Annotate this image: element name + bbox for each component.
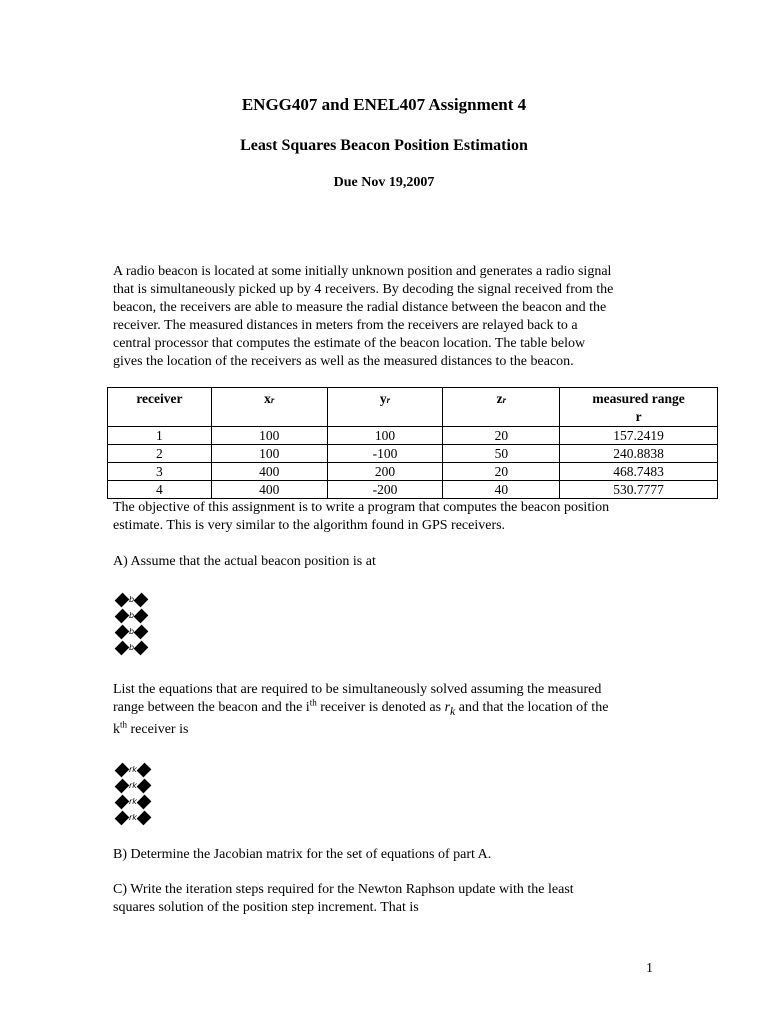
header-x-label: x [264,391,271,406]
table-row [108,427,718,445]
vector-subscript: rk [129,765,137,774]
equation-glyph-icon [137,779,152,794]
range-symbol [444,700,456,718]
cell-z: 40 [443,481,560,499]
due-date: Due Nov 19,2007 [333,175,435,190]
equation-glyph-icon [134,593,149,608]
intro-line: receiver. The measured distances in meters from the receivers are relayed back to a [113,318,578,333]
receiver-position-vector [116,762,152,826]
cell-receiver: 1 [108,427,212,445]
range-symbol-base: r [444,700,451,715]
receiver-table [107,387,718,499]
cell-x: 400 [211,463,327,481]
header-x-sub: r [270,395,275,405]
vector-subscript: b [129,611,135,620]
intro-line: gives the location of the receivers as well as the measured distances to the beacon. [113,354,574,369]
equation-glyph-icon [134,609,149,624]
cell-y: -200 [327,481,443,499]
equation-glyph-icon [134,625,149,640]
part-c-line: squares solution of the position step increment. That is [113,900,419,915]
header-range-line2: r [635,409,642,424]
equation-glyph-icon [134,641,149,656]
intro-line: beacon, the receivers are able to measure the radial distance between the beacon and the [113,300,607,315]
document-subtitle: Least Squares Beacon Position Estimation [240,137,528,154]
cell-x: 400 [211,481,327,499]
document-title: ENGG407 and ENEL407 Assignment 4 [241,95,527,114]
cell-range: 468.7483 [560,463,718,481]
header-z-label: z [496,391,503,406]
cell-range: 240.8838 [560,445,718,463]
vector-subscript: b [129,627,135,636]
header-y-label: y [379,391,387,406]
equation-glyph-icon [115,763,130,778]
equation-glyph-icon [115,641,130,656]
intro-paragraph [113,263,673,371]
page-number: 1 [646,961,653,976]
vector-subscript: rk [129,781,137,790]
part-c-line: C) Write the iteration steps required for the Newton Raphson update with the least [113,882,574,897]
equation-glyph-icon [115,795,130,810]
text-fragment: range between the beacon and the i [113,700,310,715]
intro-line: central processor that computes the estimate of the beacon location. The table below [113,336,586,351]
cell-range: 530.7777 [560,481,718,499]
equation-glyph-icon [115,779,130,794]
table-row [108,481,718,499]
cell-range: 157.2419 [560,427,718,445]
cell-y: 200 [327,463,443,481]
part-c-prompt [113,881,673,917]
vector-subscript: rk [129,813,137,822]
cell-receiver: 4 [108,481,212,499]
header-y [327,388,443,427]
superscript: th [120,719,128,730]
cell-receiver: 2 [108,445,212,463]
equation-glyph-icon [115,625,130,640]
header-z-sub: r [502,395,507,405]
cell-y: -100 [327,445,443,463]
equation-glyph-icon [115,593,130,608]
header-range-line1: measured range [592,391,685,406]
equation-glyph-icon [137,811,152,826]
objective-line: The objective of this assignment is to write a program that computes the beacon position [113,500,610,515]
cell-x: 100 [211,427,327,445]
header-measured-range [560,388,718,427]
table-header-row [108,388,718,427]
superscript: th [309,697,317,708]
cell-x: 100 [211,445,327,463]
intro-line: that is simultaneously picked up by 4 receivers. By decoding the signal received from the [113,282,614,297]
part-a-list-line: List the equations that are required to be simultaneously solved assuming the measured [113,682,602,697]
cell-receiver: 3 [108,463,212,481]
table-row [108,445,718,463]
vector-subscript: rk [129,797,137,806]
text-fragment: receiver is denoted as [316,700,445,715]
cell-z: 50 [443,445,560,463]
header-y-sub: r [386,395,391,405]
header-z [443,388,560,427]
text-fragment: receiver is [127,721,189,737]
text-fragment: k [113,721,120,737]
objective-paragraph [113,499,673,535]
header-receiver: receiver [108,388,212,427]
vector-subscript: b [129,595,135,604]
part-a-list-paragraph [113,681,673,739]
beacon-position-vector [116,592,152,656]
table-row [108,463,718,481]
part-a-prompt: A) Assume that the actual beacon position is at [113,554,376,569]
equation-glyph-icon [137,795,152,810]
equation-glyph-icon [137,763,152,778]
header-x [211,388,327,427]
text-fragment: and that the location of the [455,700,609,715]
equation-glyph-icon [115,609,130,624]
range-symbol-sub: k [450,704,456,718]
vector-subscript: b [129,643,135,652]
cell-z: 20 [443,463,560,481]
intro-line: A radio beacon is located at some initially unknown position and generates a radio signal [113,264,612,279]
part-b-prompt: B) Determine the Jacobian matrix for the set of equations of part A. [113,847,492,862]
part-a-list-line [113,699,673,721]
cell-y: 100 [327,427,443,445]
part-a-list-line [113,721,673,739]
equation-glyph-icon [115,811,130,826]
objective-line: estimate. This is very similar to the algorithm found in GPS receivers. [113,518,506,533]
cell-z: 20 [443,427,560,445]
